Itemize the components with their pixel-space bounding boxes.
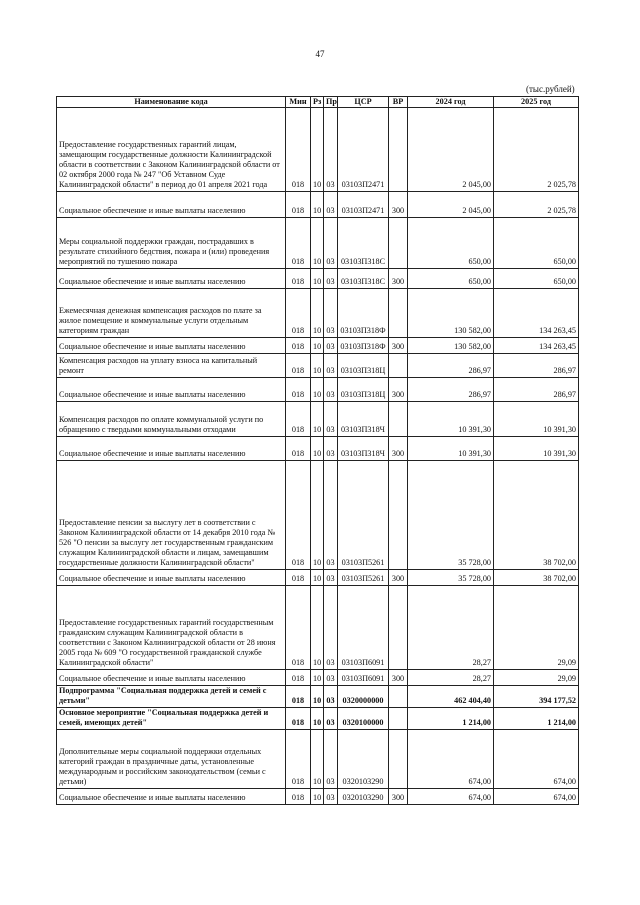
- row-name: Компенсация расходов по оплате коммунальной услуги по обращению с твердыми коммунальными отходами: [57, 402, 286, 437]
- row-2025: 10 391,30: [494, 402, 579, 437]
- row-vr: [389, 289, 408, 338]
- row-2024: 10 391,30: [408, 402, 494, 437]
- row-vr: 300: [389, 378, 408, 402]
- header-rz: Рз: [311, 97, 324, 108]
- row-pr: 03: [324, 108, 338, 192]
- row-2024: 130 582,00: [408, 289, 494, 338]
- table-row: [57, 338, 579, 354]
- header-pr: Пр: [324, 97, 338, 108]
- header-csr: ЦСР: [338, 97, 389, 108]
- row-name: Социальное обеспечение и иные выплаты населению: [57, 378, 286, 402]
- row-2025: 1 214,00: [494, 708, 579, 730]
- table-row: [57, 378, 579, 402]
- table-header-row: [57, 97, 579, 108]
- row-min: 018: [286, 461, 311, 570]
- row-min: 018: [286, 402, 311, 437]
- row-rz: 10: [311, 708, 324, 730]
- row-csr: 03103П318Ф: [338, 289, 389, 338]
- row-2024: 10 391,30: [408, 437, 494, 461]
- row-2024: 674,00: [408, 730, 494, 789]
- row-name: Социальное обеспечение и иные выплаты населению: [57, 192, 286, 218]
- row-rz: 10: [311, 437, 324, 461]
- row-2024: 462 404,40: [408, 686, 494, 708]
- row-2024: 674,00: [408, 789, 494, 805]
- row-csr: 03103П318С: [338, 218, 389, 269]
- table-row: [57, 670, 579, 686]
- row-rz: 10: [311, 570, 324, 586]
- table-row: [57, 289, 579, 338]
- table-row: [57, 570, 579, 586]
- row-csr: 0320100000: [338, 708, 389, 730]
- row-vr: [389, 108, 408, 192]
- row-2024: 1 214,00: [408, 708, 494, 730]
- header-min: Мин: [286, 97, 311, 108]
- row-2025: 10 391,30: [494, 437, 579, 461]
- row-2024: 130 582,00: [408, 338, 494, 354]
- row-pr: 03: [324, 730, 338, 789]
- row-min: 018: [286, 730, 311, 789]
- row-name: Подпрограмма "Социальная поддержка детей и семей с детьми": [57, 686, 286, 708]
- row-name: Компенсация расходов на уплату взноса на капитальный ремонт: [57, 354, 286, 378]
- row-2024: 650,00: [408, 218, 494, 269]
- row-2025: 650,00: [494, 218, 579, 269]
- table-row: [57, 789, 579, 805]
- table-row: [57, 269, 579, 289]
- row-rz: 10: [311, 686, 324, 708]
- table-row: [57, 708, 579, 730]
- row-vr: [389, 708, 408, 730]
- row-vr: [389, 730, 408, 789]
- row-min: 018: [286, 570, 311, 586]
- row-pr: 03: [324, 218, 338, 269]
- header-2025: 2025 год: [494, 97, 579, 108]
- row-rz: 10: [311, 461, 324, 570]
- row-min: 018: [286, 378, 311, 402]
- row-csr: 03103П6091: [338, 586, 389, 670]
- row-2025: 674,00: [494, 730, 579, 789]
- header-name: Наименование кода: [57, 97, 286, 108]
- row-rz: 10: [311, 789, 324, 805]
- header-vr: ВР: [389, 97, 408, 108]
- row-rz: 10: [311, 670, 324, 686]
- row-rz: 10: [311, 289, 324, 338]
- row-2024: 28,27: [408, 586, 494, 670]
- table-row: [57, 108, 579, 192]
- row-pr: 03: [324, 670, 338, 686]
- row-vr: 300: [389, 789, 408, 805]
- row-2025: 29,09: [494, 670, 579, 686]
- row-2024: 286,97: [408, 354, 494, 378]
- row-min: 018: [286, 108, 311, 192]
- row-min: 018: [286, 789, 311, 805]
- row-pr: 03: [324, 570, 338, 586]
- row-2025: 650,00: [494, 269, 579, 289]
- row-name: Социальное обеспечение и иные выплаты населению: [57, 269, 286, 289]
- row-name: Основное мероприятие "Социальная поддержка детей и семей, имеющих детей": [57, 708, 286, 730]
- row-min: 018: [286, 437, 311, 461]
- row-pr: 03: [324, 686, 338, 708]
- row-2025: 2 025,78: [494, 108, 579, 192]
- row-csr: 03103П318Ц: [338, 354, 389, 378]
- row-pr: 03: [324, 378, 338, 402]
- table-row: [57, 192, 579, 218]
- row-rz: 10: [311, 338, 324, 354]
- table-row: [57, 730, 579, 789]
- row-vr: [389, 586, 408, 670]
- row-name: Социальное обеспечение и иные выплаты населению: [57, 670, 286, 686]
- row-vr: 300: [389, 269, 408, 289]
- row-2024: 28,27: [408, 670, 494, 686]
- row-min: 018: [286, 586, 311, 670]
- row-2025: 674,00: [494, 789, 579, 805]
- header-2024: 2024 год: [408, 97, 494, 108]
- row-2024: 35 728,00: [408, 461, 494, 570]
- table-row: [57, 586, 579, 670]
- row-rz: 10: [311, 402, 324, 437]
- row-2024: 286,97: [408, 378, 494, 402]
- row-vr: [389, 354, 408, 378]
- row-2025: 134 263,45: [494, 289, 579, 338]
- row-pr: 03: [324, 269, 338, 289]
- table-row: [57, 218, 579, 269]
- row-min: 018: [286, 218, 311, 269]
- row-vr: 300: [389, 570, 408, 586]
- row-2025: 29,09: [494, 586, 579, 670]
- row-pr: 03: [324, 354, 338, 378]
- row-2025: 38 702,00: [494, 570, 579, 586]
- row-csr: 03103П318Ф: [338, 338, 389, 354]
- row-rz: 10: [311, 378, 324, 402]
- row-rz: 10: [311, 108, 324, 192]
- table-row: [57, 437, 579, 461]
- table-row: [57, 354, 579, 378]
- row-rz: 10: [311, 586, 324, 670]
- row-2025: 38 702,00: [494, 461, 579, 570]
- row-pr: 03: [324, 338, 338, 354]
- row-min: 018: [286, 354, 311, 378]
- row-2025: 2 025,78: [494, 192, 579, 218]
- row-name: Ежемесячная денежная компенсация расходов по плате за жилое помещение и коммунальные услуги отдельным категориям граждан: [57, 289, 286, 338]
- row-min: 018: [286, 686, 311, 708]
- row-csr: 0320000000: [338, 686, 389, 708]
- row-rz: 10: [311, 269, 324, 289]
- row-vr: 300: [389, 192, 408, 218]
- row-name: Предоставление государственных гарантий лицам, замещающим государственные должности Калининградской области в соответствии с Законом Калининградской области от 02 октября 2000 года № 247 "Об Уставном Суде Калининградской области" в период до 01 апреля 2021 года: [57, 108, 286, 192]
- row-2025: 286,97: [494, 354, 579, 378]
- row-pr: 03: [324, 708, 338, 730]
- row-min: 018: [286, 192, 311, 218]
- row-csr: 03103П5261: [338, 461, 389, 570]
- row-pr: 03: [324, 789, 338, 805]
- row-rz: 10: [311, 192, 324, 218]
- row-min: 018: [286, 289, 311, 338]
- row-min: 018: [286, 670, 311, 686]
- budget-table: [56, 96, 579, 805]
- row-pr: 03: [324, 437, 338, 461]
- row-2024: 35 728,00: [408, 570, 494, 586]
- row-csr: 03103П318С: [338, 269, 389, 289]
- row-vr: 300: [389, 670, 408, 686]
- row-vr: [389, 402, 408, 437]
- row-vr: [389, 461, 408, 570]
- table-row: [57, 461, 579, 570]
- row-csr: 03103П5261: [338, 570, 389, 586]
- row-name: Меры социальной поддержки граждан, пострадавших в результате стихийного бедствия, пожара и (или) проведения мероприятий по тушению пожара: [57, 218, 286, 269]
- row-pr: 03: [324, 461, 338, 570]
- row-pr: 03: [324, 192, 338, 218]
- row-min: 018: [286, 269, 311, 289]
- row-name: Социальное обеспечение и иные выплаты населению: [57, 437, 286, 461]
- table-row: [57, 402, 579, 437]
- row-rz: 10: [311, 730, 324, 789]
- row-2025: 286,97: [494, 378, 579, 402]
- row-name: Дополнительные меры социальной поддержки отдельных категорий граждан в праздничные даты, установленные международным и российским законодательством (семьи с детьми): [57, 730, 286, 789]
- row-min: 018: [286, 338, 311, 354]
- row-csr: 0320103290: [338, 730, 389, 789]
- table-body: [57, 108, 579, 805]
- row-pr: 03: [324, 402, 338, 437]
- row-2025: 134 263,45: [494, 338, 579, 354]
- row-name: Социальное обеспечение и иные выплаты населению: [57, 570, 286, 586]
- page-number: 47: [315, 49, 325, 59]
- row-rz: 10: [311, 354, 324, 378]
- row-2024: 650,00: [408, 269, 494, 289]
- row-2024: 2 045,00: [408, 108, 494, 192]
- row-csr: 0320103290: [338, 789, 389, 805]
- row-min: 018: [286, 708, 311, 730]
- row-vr: [389, 686, 408, 708]
- row-rz: 10: [311, 218, 324, 269]
- row-csr: 03103П2471: [338, 192, 389, 218]
- row-name: Социальное обеспечение и иные выплаты населению: [57, 789, 286, 805]
- row-pr: 03: [324, 586, 338, 670]
- row-name: Социальное обеспечение и иные выплаты населению: [57, 338, 286, 354]
- row-name: Предоставление государственных гарантий государственным гражданским служащим Калининградской области в соответствии с Законом Калининградской области от 28 июня 2005 года № 609 "О государственной гражданской службе Калининградской области": [57, 586, 286, 670]
- row-vr: [389, 218, 408, 269]
- row-csr: 03103П318Ц: [338, 378, 389, 402]
- row-csr: 03103П318Ч: [338, 402, 389, 437]
- row-2024: 2 045,00: [408, 192, 494, 218]
- row-csr: 03103П2471: [338, 108, 389, 192]
- table-row: [57, 686, 579, 708]
- row-pr: 03: [324, 289, 338, 338]
- row-vr: 300: [389, 437, 408, 461]
- units-label: (тыс.рублей): [526, 84, 575, 94]
- row-csr: 03103П318Ч: [338, 437, 389, 461]
- row-name: Предоставление пенсии за выслугу лет в соответствии с Законом Калининградской области от 14 декабря 2010 года № 526 "О пенсии за выслугу лет государственным гражданским служащим Калининградской области и лицам, замещавшим государственные должности Калининградской области": [57, 461, 286, 570]
- row-csr: 03103П6091: [338, 670, 389, 686]
- row-vr: 300: [389, 338, 408, 354]
- row-2025: 394 177,52: [494, 686, 579, 708]
